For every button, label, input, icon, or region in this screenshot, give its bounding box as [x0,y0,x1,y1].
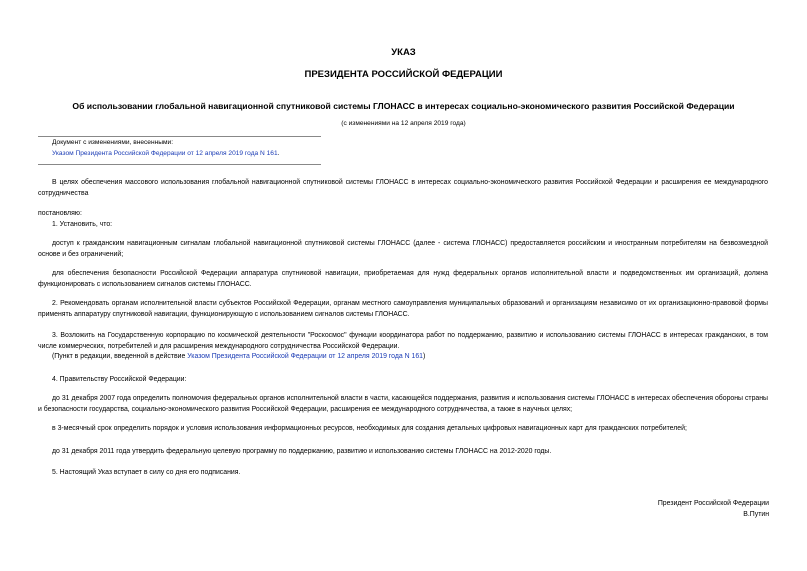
document-subject: Об использовании глобальной навигационной спутниковой системы ГЛОНАСС в интересах социально-экономического развития Российской Федерации [72,101,735,111]
amendments-intro: Документ с изменениями, внесенными: [52,139,174,146]
preamble: В целях обеспечения массового использования глобальной навигационной спутниковой системы ГЛОНАСС в интересах социально-экономического развития Российской Федерации и расширения ее международного сотрудничества [38,179,768,197]
paragraph-4: 4. Правительству Российской Федерации: [52,376,187,383]
amendment-link-suffix: . [277,150,280,157]
revision-note: (с изменениями на 12 апреля 2019 года) [341,120,466,127]
decree-word: постановляю: [38,210,82,217]
p3-note-prefix: (Пункт в редакции, введенной в действие [52,353,188,360]
p3-note-suffix: ) [423,353,426,360]
paragraph-4b: в 3-месячный срок определить порядок и условия использования информационных ресурсов, необходимых для создания детальных цифровых навигационных карт для гражданских потребителей; [52,425,687,432]
paragraph-3-note [52,351,425,362]
paragraph-3: 3. Возложить на Государственную корпорацию по космической деятельности "Роскосмос" функции координатора работ по поддержанию, развитию и использованию системы ГЛОНАСС в интересах гражданских, в том числе коммерческих, потребителей и для расширения международного сотрудничества Российской Федерации. [38,332,768,350]
signature-position: Президент Российской Федерации [657,500,769,507]
amendments-bottom-rule [38,164,321,165]
paragraph-1a: доступ к гражданским навигационным сигналам глобальной навигационной спутниковой системы ГЛОНАСС (далее - система ГЛОНАСС) предоставляется российским и иностранным потребителям на безвозмездной основе и без ограничений; [38,240,768,258]
document-title: УКАЗ [391,47,416,58]
paragraph-5: 5. Настоящий Указ вступает в силу со дня его подписания. [52,469,241,476]
paragraph-1b: для обеспечения безопасности Российской Федерации аппаратура спутниковой навигации, приобретаемая для нужд федеральных органов исполнительной власти и подведомственных им организаций, должна функционировать с использованием сигналов системы ГЛОНАСС. [38,270,768,288]
signature-name: В.Путин [743,511,769,518]
p3-note-link[interactable]: Указом Президента Российской Федерации от 12 апреля 2019 года N 161 [187,353,424,360]
paragraph-1: 1. Установить, что: [52,221,113,228]
paragraph-4c: до 31 декабря 2011 года утвердить федеральную целевую программу по поддержанию, развитию и использованию системы ГЛОНАСС на 2012-2020 годы. [52,448,552,455]
document-issuer: ПРЕЗИДЕНТА РОССИЙСКОЙ ФЕДЕРАЦИИ [304,69,503,80]
paragraph-4a: до 31 декабря 2007 года определить полномочия федеральных органов исполнительной власти в части, касающейся поддержания, развития и использования системы ГЛОНАСС в интересах обеспечения обороны страны и безопасности государства, социально-экономического развития Российской Федерации, расширения ее международного сотрудничества, а также в научных целях; [38,395,768,413]
paragraph-2: 2. Рекомендовать органам исполнительной власти субъектов Российской Федерации, органам местного самоуправления муниципальных образований и организациям независимо от их организационно-правовой формы применять аппаратуру спутниковой навигации, функционирующую с использованием сигналов системы ГЛОНАСС. [38,300,768,318]
amendments-top-rule [38,136,321,137]
amendments-line [52,150,279,157]
amendment-link[interactable]: Указом Президента Российской Федерации от 12 апреля 2019 года N 161 [52,150,278,157]
